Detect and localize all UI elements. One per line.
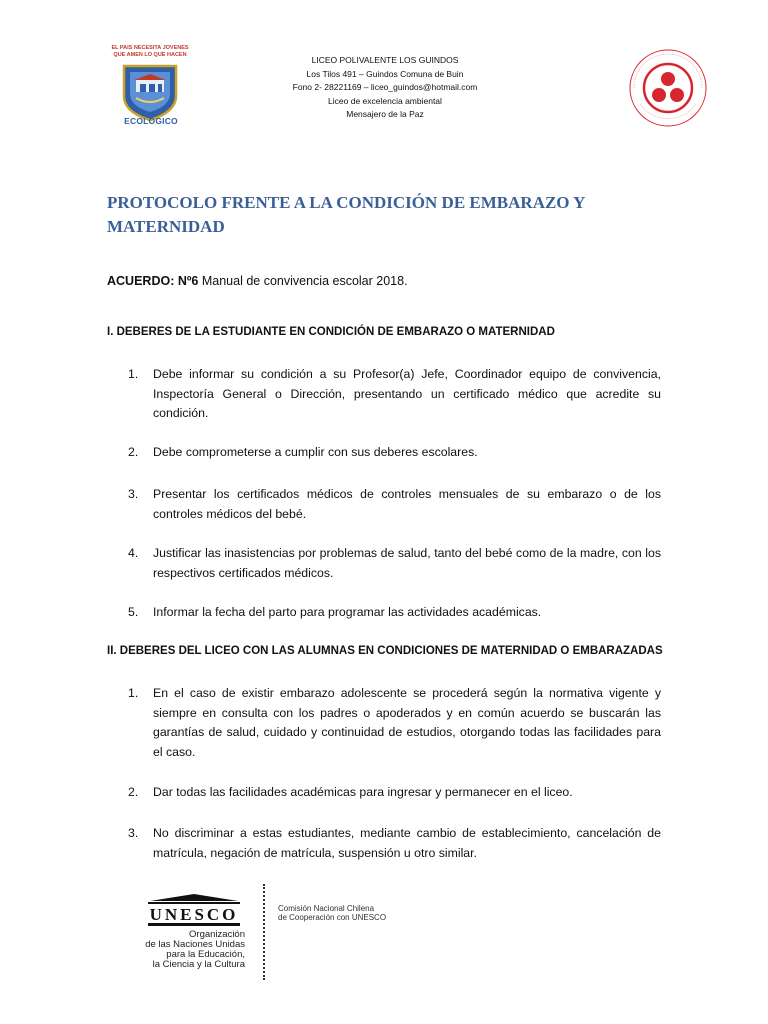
acuerdo-label: ACUERDO: Nº6 bbox=[107, 274, 202, 288]
list-item bbox=[128, 485, 661, 524]
unesco-line-1: Organización bbox=[189, 929, 245, 940]
comision-line-2: de Cooperación con UNESCO bbox=[278, 913, 387, 922]
footer-divider bbox=[263, 884, 267, 980]
list-item bbox=[128, 443, 661, 463]
list-item-text: Dar todas las facilidades académicas para ingresar y permanecer en el liceo. bbox=[153, 785, 573, 799]
list-item-text: Justificar las inasistencias por problemas de salud, tanto del bebé como de la madre, con los respectivos certificados médicos. bbox=[153, 546, 661, 580]
school-name: LICEO POLIVALENTE LOS GUINDOS bbox=[311, 55, 459, 65]
school-motto-line-1: EL PAIS NECESITA JOVENES bbox=[111, 45, 189, 51]
comision-unesco-text bbox=[278, 904, 386, 922]
list-item bbox=[128, 824, 661, 863]
list-item-number: 4. bbox=[128, 546, 139, 560]
unesco-line-4: la Ciencia y la Cultura bbox=[152, 959, 245, 970]
school-motto bbox=[100, 45, 200, 59]
list-item-number: 5. bbox=[128, 605, 139, 619]
list-item-text: En el caso de existir embarazo adolescente se procederá según la normativa vigente y siempre en consulta con los padres o apoderados y en común acuerdo se buscarán las garantías de salud, cuidado y continuidad de estudios, otorgando todas las facilidades para el caso. bbox=[153, 686, 661, 760]
list-item bbox=[128, 603, 661, 623]
list-item-text: Informar la fecha del parto para programar las actividades académicas. bbox=[153, 605, 542, 619]
list-item-number: 3. bbox=[128, 487, 139, 501]
school-header-info bbox=[290, 54, 480, 122]
school-tagline-2: Mensajero de la Paz bbox=[346, 109, 424, 119]
ecologico-label: ECOLOGICO bbox=[124, 116, 178, 126]
unesco-line-2: de las Naciones Unidas bbox=[145, 939, 245, 950]
unesco-line-3: para la Educación, bbox=[166, 949, 245, 960]
school-tagline-1: Liceo de excelencia ambiental bbox=[328, 95, 442, 106]
list-item-number: 3. bbox=[128, 826, 139, 840]
section-2-heading: II. DEBERES DEL LICEO CON LAS ALUMNAS EN CONDICIONES DE MATERNIDAD O EMBARAZADAS bbox=[107, 645, 663, 657]
unesco-organization-name bbox=[105, 930, 245, 970]
pax-cultura-logo bbox=[626, 46, 710, 130]
list-item bbox=[128, 783, 661, 803]
acuerdo-text: Manual de convivencia escolar 2018. bbox=[201, 274, 408, 288]
acuerdo-line bbox=[107, 274, 408, 288]
list-item-text: Presentar los certificados médicos de controles mensuales de su embarazo o de los controles médicos del bebé. bbox=[153, 487, 661, 521]
school-motto-line-2: QUE AMEN LO QUE HACEN bbox=[113, 52, 187, 58]
list-item-text: No discriminar a estas estudiantes, mediante cambio de establecimiento, cancelación de matrícula, negación de matrícula, suspensión u otro similar. bbox=[153, 826, 661, 860]
school-address: Los Tilos 491 – Guindos Comuna de Buin bbox=[306, 68, 464, 79]
list-item-number: 2. bbox=[128, 785, 139, 799]
list-item-number: 1. bbox=[128, 367, 139, 381]
list-item bbox=[128, 365, 661, 424]
list-item-text: Debe informar su condición a su Profesor(a) Jefe, Coordinador equipo de convivencia, Inspectoría General o Dirección, presentando un certificado médico que acredite su condición. bbox=[153, 367, 661, 421]
comision-line-1: Comisión Nacional Chilena bbox=[278, 904, 375, 913]
list-item-text: Debe comprometerse a cumplir con sus deberes escolares. bbox=[153, 445, 478, 459]
list-item bbox=[128, 544, 661, 583]
list-item bbox=[128, 684, 661, 763]
unesco-temple-logo bbox=[146, 893, 242, 927]
list-item-number: 1. bbox=[128, 686, 139, 700]
school-contact: Fono 2- 28221169 – liceo_guindos@hotmail.com bbox=[292, 82, 478, 92]
unesco-wordmark: UNESCO bbox=[149, 905, 239, 924]
document-title: PROTOCOLO FRENTE A LA CONDICIÓN DE EMBARAZO Y MATERNIDAD bbox=[107, 193, 585, 236]
section-1-heading: I. DEBERES DE LA ESTUDIANTE EN CONDICIÓN DE EMBARAZO O MATERNIDAD bbox=[107, 326, 555, 338]
list-item-number: 2. bbox=[128, 445, 139, 459]
